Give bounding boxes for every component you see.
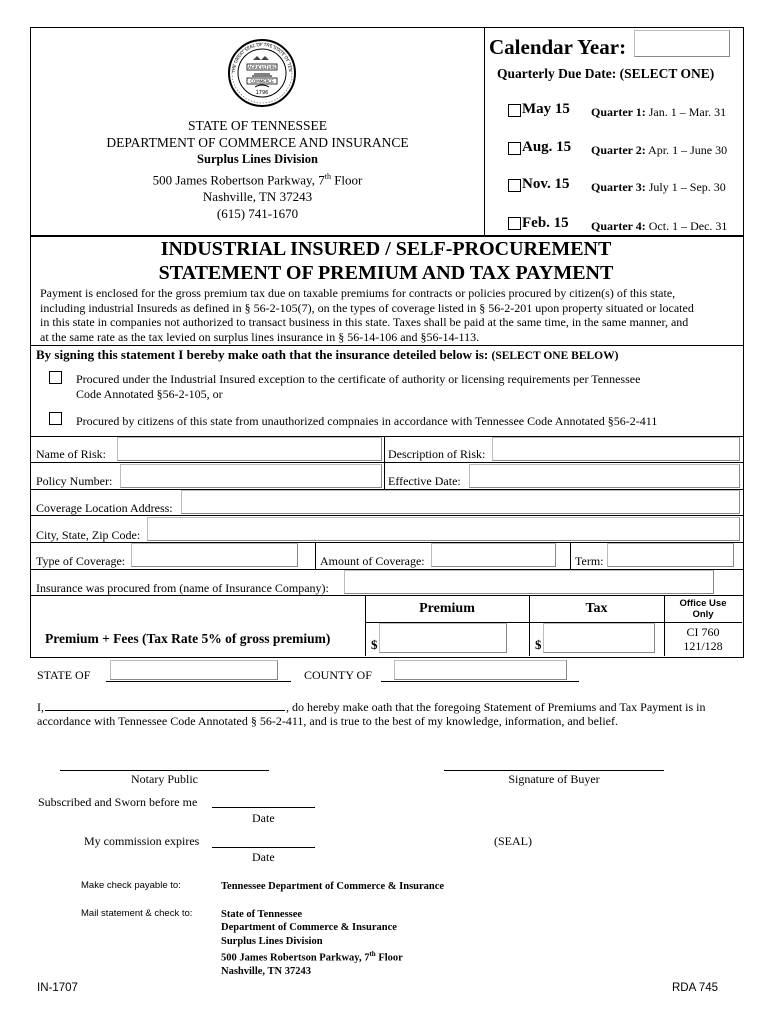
form-code-right: RDA 745 (672, 982, 719, 994)
description-of-risk-label: Description of Risk: (388, 447, 486, 461)
tax-amount-input[interactable] (543, 623, 655, 653)
state-of-input[interactable] (110, 660, 278, 680)
intro-divider (30, 345, 743, 346)
affidavit-line1: I, , do hereby make oath that the foregoing Statement of Premiums and Tax Payment is in (37, 700, 706, 714)
mail-address-line5: Nashville, TN 37243 (221, 965, 311, 977)
amount-of-coverage-input[interactable] (431, 543, 556, 567)
header-division: Surplus Lines Division (197, 152, 318, 166)
intro-line-2: including industrial Insureds as defined in § 56-2-105(7), on the types of coverage listed in § 56-2-201 upon property situated or located (40, 300, 694, 315)
form-title-line1: INDUSTRIAL INSURED / SELF-PROCUREMENT (160, 238, 612, 260)
calendar-year-label: Calendar Year: (489, 35, 627, 59)
coverage-divider-1 (315, 542, 316, 569)
name-of-risk-label: Name of Risk: (36, 447, 106, 461)
city-state-zip-label: City, State, Zip Code: (36, 528, 141, 542)
option-citizens-text: Procured by citizens of this state from unauthorized compnaies in accordance with Tennessee Code Annotated §56-2-411 (76, 414, 658, 428)
effective-date-input[interactable] (469, 464, 740, 488)
quarter-2-range: Quarter 2: Apr. 1 – June 30 (591, 143, 728, 157)
tax-dollar-sign: $ (535, 637, 542, 652)
mail-address-line1: State of Tennessee (221, 909, 303, 920)
seal-ribbon1: AGRICULTURE (248, 65, 276, 70)
premium-fees-label: Premium + Fees (Tax Rate 5% of gross premium) (45, 631, 331, 646)
header-address: 500 James Robertson Parkway, 7th Floor (152, 172, 363, 188)
seal-year: 1796 (255, 90, 269, 96)
tennessee-seal-icon (227, 38, 297, 108)
amount-of-coverage-label: Amount of Coverage: (320, 554, 425, 568)
row-line-6 (30, 595, 743, 596)
header-city: Nashville, TN 37243 (202, 189, 313, 205)
description-of-risk-input[interactable] (492, 437, 740, 461)
subscribed-date-label: Date (252, 811, 275, 825)
county-of-input[interactable] (394, 660, 567, 680)
form-code-left: IN-1707 (37, 982, 78, 994)
commission-date-label: Date (252, 850, 275, 864)
county-of-label: COUNTY OF (304, 668, 372, 682)
quarter-3-range: Quarter 3: July 1 – Sep. 30 (591, 180, 726, 194)
quarter-2-date: Aug. 15 (522, 139, 572, 155)
buyer-signature-line (444, 770, 664, 771)
form-title-line2: STATEMENT OF PREMIUM AND TAX PAYMENT (158, 262, 614, 284)
insurance-company-label: Insurance was procured from (name of Insurance Company): (36, 581, 329, 595)
row-line-3 (30, 515, 743, 516)
intro-line-1: Payment is enclosed for the gross premium tax due on taxable premiums for contracts or policies procured by citizen(s) of this state, (40, 286, 676, 300)
seal-top-text: THE GREAT SEAL OF THE STATE OF TEN (230, 41, 293, 74)
quarter-4-checkbox[interactable] (508, 217, 521, 230)
premium-dollar-sign: $ (371, 637, 378, 652)
oath-statement: By signing this statement I bereby make oath that the insurance deteiled below is: (SELECT ONE BELOW) (36, 347, 619, 362)
name-of-risk-input[interactable] (117, 437, 382, 461)
header-state: STATE OF TENNESSEE (188, 118, 327, 133)
office-code-line2: 121/128 (683, 639, 723, 653)
state-of-underline (106, 681, 291, 682)
effective-date-label: Effective Date: (388, 474, 461, 488)
quarter-1-range: Quarter 1: Jan. 1 – Mar. 31 (591, 105, 727, 119)
make-check-payable-value: Tennessee Department of Commerce & Insurance (221, 881, 445, 892)
term-label: Term: (575, 554, 604, 568)
type-of-coverage-input[interactable] (131, 543, 298, 567)
type-of-coverage-label: Type of Coverage: (36, 554, 126, 568)
quarter-4-date: Feb. 15 (522, 215, 569, 231)
option-industrial-line1: Procured under the Industrial Insured exception to the certificate of authority or licensing requirements per Tennessee (76, 372, 641, 386)
coverage-location-input[interactable] (181, 490, 740, 514)
notary-public-label: Notary Public (131, 772, 198, 786)
coverage-divider-2 (570, 542, 571, 569)
insurance-company-input[interactable] (344, 570, 714, 594)
header-department: DEPARTMENT OF COMMERCE AND INSURANCE (106, 135, 409, 150)
header-divider (484, 27, 485, 235)
commission-date-line (212, 847, 315, 848)
quarter-2-checkbox[interactable] (508, 142, 521, 155)
signature-of-buyer-label: Signature of Buyer (508, 772, 600, 786)
policy-number-label: Policy Number: (36, 474, 113, 488)
premium-header: Premium (419, 601, 475, 616)
quarter-1-checkbox[interactable] (508, 104, 521, 117)
office-use-line1: Office Use (679, 598, 727, 609)
coverage-location-label: Coverage Location Address: (36, 501, 173, 515)
quarter-1-date: May 15 (522, 101, 570, 117)
office-use-line2: Only (692, 609, 714, 620)
row-line-1 (30, 462, 743, 463)
city-state-zip-input[interactable] (147, 517, 740, 541)
option-citizens-checkbox[interactable] (49, 412, 62, 425)
premium-amount-input[interactable] (379, 623, 507, 653)
risk-row-divider (384, 436, 385, 490)
make-check-payable-label: Make check payable to: (81, 880, 181, 891)
quarterly-due-label: Quarterly Due Date: (SELECT ONE) (497, 66, 715, 81)
intro-line-4: at the same rate as the tax levied on surplus lines insurance in § 56-14-106 and §56-14-113. (40, 329, 480, 344)
seal-label: (SEAL) (494, 834, 532, 848)
calendar-year-input[interactable] (634, 30, 730, 57)
notary-signature-line (60, 770, 269, 771)
quarter-4-range: Quarter 4: Oct. 1 – Dec. 31 (591, 219, 728, 233)
policy-number-input[interactable] (120, 464, 382, 488)
quarter-3-checkbox[interactable] (508, 179, 521, 192)
mail-address-line2: Department of Commerce & Insurance (221, 922, 397, 934)
mail-address-line4: 500 James Robertson Parkway, 7th Floor (221, 949, 403, 964)
commission-expires-label: My commission expires (84, 834, 200, 848)
seal-ribbon2: COMMERCE (250, 79, 274, 84)
term-input[interactable] (607, 543, 734, 567)
quarter-3-date: Nov. 15 (522, 176, 570, 192)
option-industrial-line2: Code Annotated §56-2-105, or (76, 387, 223, 401)
mail-address-line3: Surplus Lines Division (221, 935, 323, 947)
office-code-line1: CI 760 (686, 625, 720, 639)
option-industrial-checkbox[interactable] (49, 371, 62, 384)
affidavit-line2: accordance with Tennessee Code Annotated § 56-2-411, and is true to the best of my knowledge, information, and belief. (37, 714, 618, 728)
header-phone: (615) 741-1670 (216, 206, 299, 222)
affiant-name-line[interactable] (45, 699, 285, 711)
intro-line-3: in this state in companies not authorized to transact business in this state. Taxes shall be paid at the same time, in the same manner, and (40, 315, 689, 329)
subscribed-date-line (212, 807, 315, 808)
county-of-underline (381, 681, 579, 682)
tax-header: Tax (585, 601, 608, 616)
subscribed-sworn-label: Subscribed and Sworn before me (38, 795, 198, 809)
state-of-label: STATE OF (37, 668, 91, 682)
mail-statement-label: Mail statement & check to: (81, 908, 193, 919)
